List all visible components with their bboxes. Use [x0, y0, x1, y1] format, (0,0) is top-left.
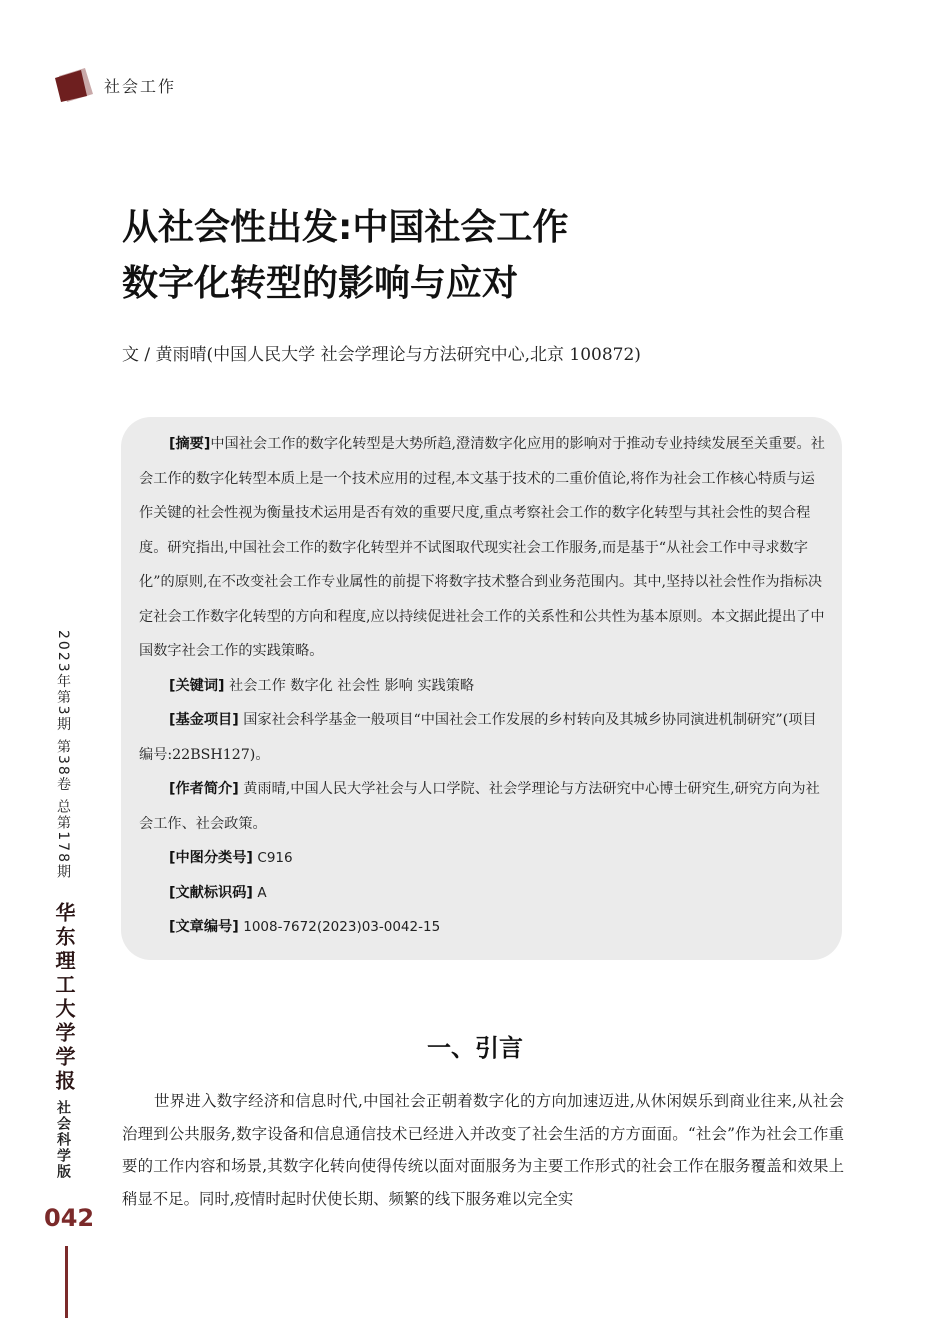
title-line-2: 数字化转型的影响与应对	[122, 263, 519, 304]
doc-code-label: [文献标识码]	[169, 884, 253, 901]
author-text: 黄雨晴,中国人民大学社会与人口学院、社会学理论与方法研究中心博士研究生,研究方向为社会工作、社会政策。	[139, 781, 820, 832]
abstract-label: [摘要]	[169, 436, 211, 452]
doc-code-text: A	[257, 884, 267, 901]
section-label: 社会工作	[104, 77, 177, 96]
fund-label: [基金项目]	[169, 712, 239, 728]
article-no-text: 1008-7672(2023)03-0042-15	[243, 919, 441, 935]
doc-code-row	[139, 876, 828, 911]
article-no-label: [文章编号]	[169, 919, 239, 935]
fund-text: 国家社会科学基金一般项目“中国社会工作发展的乡村转向及其城乡协同演进机制研究”(项目编号:22BSH127)。	[139, 712, 817, 763]
abstract-paragraph	[139, 427, 828, 669]
author-row	[139, 772, 828, 841]
page-number: 042	[44, 1204, 95, 1232]
clc-text: C916	[257, 850, 293, 866]
author-byline: 文 / 黄雨晴(中国人民大学 社会学理论与方法研究中心,北京 100872)	[122, 345, 641, 365]
issue-info: 2023年第3期 第38卷 总第178期	[55, 630, 71, 880]
abstract-text: 中国社会工作的数字化转型是大势所趋,澄清数字化应用的影响对于推动专业持续发展至关重要。社会工作的数字化转型本质上是一个技术应用的过程,本文基于技术的二重价值论,将作为社会工作核心特质与运作关键的社会性视为衡量技术运用是否有效的重要尺度,重点考察社会工作的数字化转型与其社会性的契合程度。研究指出,中国社会工作的数字化转型并不试图取代现实社会工作服务,而是基于“从社会工作中寻求数字化”的原则,在不改变社会工作专业属性的前提下将数字技术整合到业务范围内。其中,坚持以社会性作为指标决定社会工作数字化转型的方向和程度,应以持续促进社会工作的关系性和公共性为基本原则。本文据此提出了中国数字社会工作的实践策略。	[139, 436, 825, 659]
section-heading: 一、引言	[427, 1034, 523, 1062]
section-mark-icon	[55, 68, 93, 102]
article-no-row	[139, 910, 828, 945]
journal-spine	[50, 630, 82, 1180]
keywords-label: [关键词]	[169, 677, 225, 694]
journal-edition: 社会科学版	[55, 1099, 71, 1180]
journal-name: 华东理工大学学报	[52, 901, 76, 1094]
clc-label: [中图分类号]	[169, 850, 253, 866]
keywords-text: 社会工作 数字化 社会性 影响 实践策略	[229, 677, 475, 694]
spine-divider	[65, 1246, 68, 1318]
article-title	[122, 200, 568, 312]
clc-row	[139, 841, 828, 876]
keywords-row	[139, 669, 828, 704]
title-line-1: 从社会性出发:中国社会工作	[122, 207, 569, 248]
fund-row	[139, 703, 828, 772]
body-paragraph: 世界进入数字经济和信息时代,中国社会正朝着数字化的方向加速迈进,从休闲娱乐到商业往来,从社会治理到公共服务,数字设备和信息通信技术已经进入并改变了社会生活的方方面面。“社会”作为社会工作重要的工作内容和场景,其数字化转向使得传统以面对面服务为主要工作形式的社会工作在服务覆盖和效果上稍显不足。同时,疫情时起时伏使长期、频繁的线下服务难以完全实	[122, 1092, 844, 1208]
abstract-box	[121, 417, 842, 960]
author-label: [作者简介]	[169, 781, 239, 797]
